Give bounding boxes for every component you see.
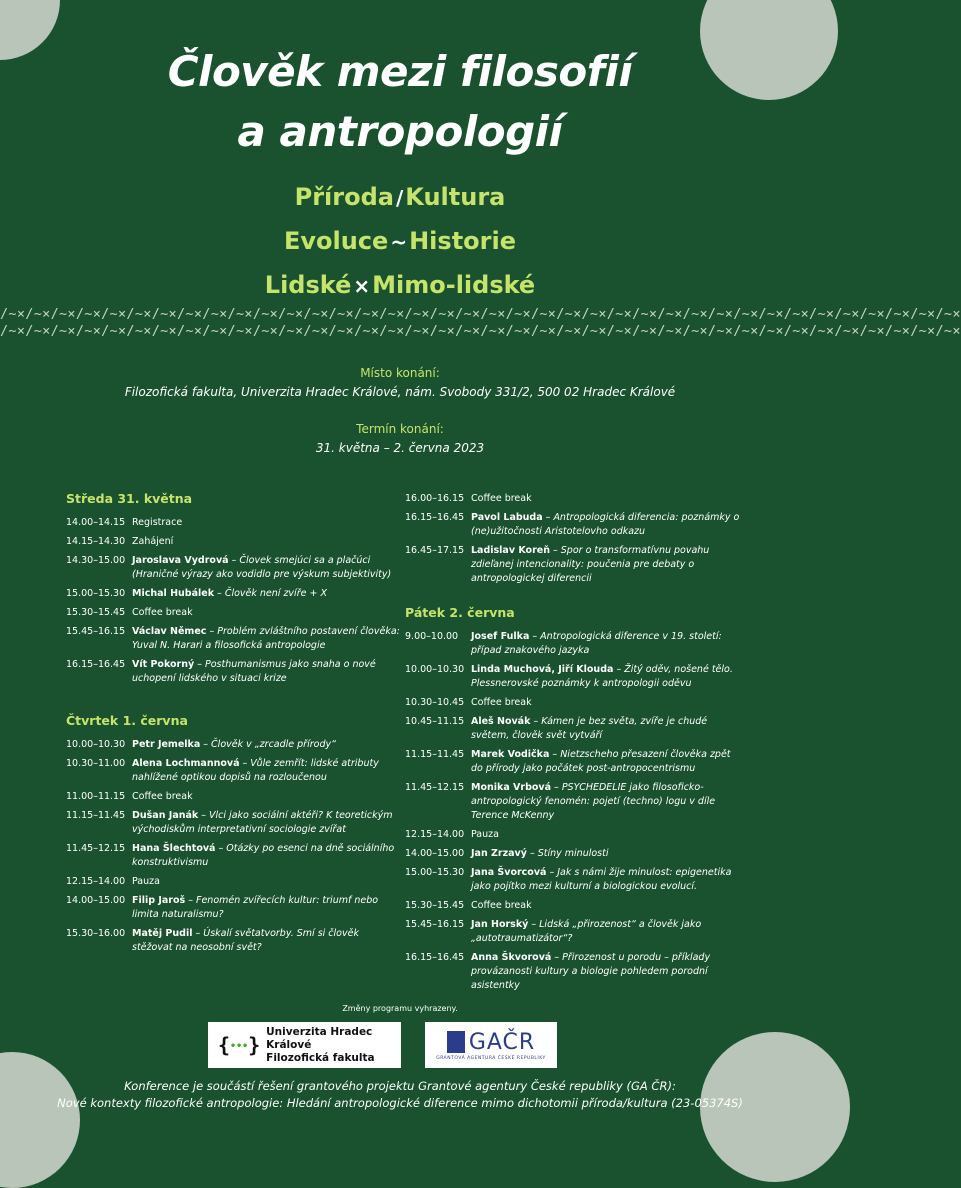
themes [0, 176, 800, 308]
session-label: Coffee break [471, 697, 532, 708]
item-description: Marek Vodička – Nietzscheho přesazení člověka zpět do přírody jako počátek post-antropocentrismu [471, 749, 731, 774]
session-label: Zahájení [132, 536, 174, 547]
item-time: 14.30–15.00 [66, 555, 126, 566]
session-label: Registrace [132, 517, 183, 528]
speaker-name: Ladislav Koreň [471, 545, 550, 556]
program-item [405, 492, 740, 506]
speaker-name: Jan Horský [471, 919, 529, 930]
speaker-name: Anna Škvorová [471, 952, 552, 963]
theme-line-1 [0, 176, 800, 220]
theme-left: Evoluce [283, 227, 389, 255]
talk-title: Žitý oděv, nošené tělo. Plessnerovské poznámky k antropologii oděvu [471, 664, 733, 689]
session-label: Coffee break [132, 607, 193, 618]
gacr-emblem-icon [447, 1031, 465, 1053]
item-time: 16.15–16.45 [66, 659, 126, 670]
talk-title: Lidská „přirozenost“ a člověk jako „autotraumatizátor“? [471, 919, 702, 944]
program-item [405, 748, 740, 776]
speaker-name: Jan Zrzavý [471, 848, 527, 859]
uhk-mark-icon: {•••} [218, 1033, 261, 1057]
talk-title: Problém zvláštního postavení člověka: Yuval N. Harari a filosofická antropologie [132, 626, 400, 651]
item-time: 15.30–15.45 [66, 607, 126, 618]
item-description [471, 696, 740, 710]
talk-title: Vlci jako sociální aktéři? K teoretickým východiskům interpretativní sociologie zvířat [132, 810, 393, 835]
item-description [132, 875, 401, 889]
theme-separator: ~ [390, 230, 408, 254]
title-line-1: Člověk mezi filosofií [167, 47, 633, 96]
program-item [405, 828, 740, 842]
item-time: 9.00–10.00 [405, 631, 459, 642]
item-time: 15.30–16.00 [66, 928, 126, 939]
program-item [66, 587, 401, 601]
program-item [405, 847, 740, 861]
theme-right: Mimo-lidské [372, 271, 536, 299]
item-description: Václav Němec – Problém zvláštního postavení člověka: Yuval N. Harari a filosofická antropologie [132, 626, 400, 651]
program-item [405, 696, 740, 710]
item-time: 15.45–16.15 [405, 919, 465, 930]
speaker-name: Václav Němec [132, 626, 207, 637]
program-item [66, 875, 401, 889]
speaker-name: Michal Hubálek [132, 588, 215, 599]
item-time: 15.00–15.30 [405, 867, 465, 878]
session-label: Coffee break [471, 900, 532, 911]
item-description: Matěj Pudil – Úskalí světatvorby. Smí si člověk stěžovat na neosobní svět? [132, 928, 359, 953]
item-time: 10.30–11.00 [66, 758, 126, 769]
uhk-line-2: Filozofická fakulta [266, 1051, 375, 1064]
item-time: 10.30–10.45 [405, 697, 465, 708]
speaker-name: Aleš Novák [471, 716, 531, 727]
theme-left: Lidské [264, 271, 352, 299]
place-value: Filozofická fakulta, Univerzita Hradec Králové, nám. Svobody 331/2, 500 02 Hradec Králové [124, 385, 676, 399]
day-items [405, 492, 740, 586]
talk-title: Člověk není zvíře + X [224, 588, 327, 599]
item-description: Linda Muchová, Jiří Klouda – Žitý oděv, nošené tělo. Plessnerovské poznámky k antropologii oděvu [471, 664, 733, 689]
theme-right: Kultura [405, 183, 506, 211]
item-time: 14.00–15.00 [405, 848, 465, 859]
program-item [405, 544, 740, 586]
talk-title: Přirozenost u porodu – příklady provázanosti kultury a biologie pohledem porodní asistentky [471, 952, 711, 991]
item-description [132, 516, 401, 530]
session-label: Coffee break [132, 791, 193, 802]
item-description: Jaroslava Vydrová – Človek smejúci sa a plačúci (Hraničné výrazy ako vodidlo pre výskum subjektivity) [132, 555, 392, 580]
date-label: Termín konání: [356, 422, 444, 436]
talk-title: Vůle zemřít: lidské atributy nahlížené optikou dopisů na rozloučenou [132, 758, 379, 783]
day-title: Čtvrtek 1. června [66, 713, 188, 728]
day-items [66, 738, 401, 955]
program-item [66, 790, 401, 804]
item-description: Anna Škvorová – Přirozenost u porodu – příklady provázanosti kultury a biologie pohledem porodní asistentky [471, 952, 711, 991]
program-item [66, 842, 401, 870]
theme-right: Historie [409, 227, 516, 255]
item-time: 15.45–16.15 [66, 626, 126, 637]
footer-line-1: Konference je součástí řešení grantového projektu Grantové agentury České republiky (GA ČR): [124, 1079, 676, 1093]
program-column-left [66, 492, 401, 960]
program-item [66, 516, 401, 530]
pattern-row: /~×/~×/~×/~×/~×/~×/~×/~×/~×/~×/~×/~×/~×/~×/~×/~×/~×/~×/~×/~×/~×/~×/~×/~×/~×/~×/~×/~×/~×/~×/~×/~×/~×/~×/~×/~×/~×/~× [0, 306, 961, 322]
program-item [66, 809, 401, 837]
item-description: Pavol Labuda – Antropologická diferencia: poznámky o (ne)užitočnosti Aristotelovho odkazu [471, 512, 740, 537]
venue-info [0, 364, 800, 458]
item-description [471, 492, 740, 506]
speaker-name: Matěj Pudil [132, 928, 193, 939]
program-item [66, 535, 401, 549]
speaker-name: Jana Švorcová [471, 867, 547, 878]
program-item [405, 899, 740, 913]
footer-line-2: Nové kontexty filozofické antropologie: Hledání antropologické diference mimo dichotomii příroda/kultura (23-05374S) [57, 1096, 743, 1110]
item-time: 15.30–15.45 [405, 900, 465, 911]
item-description: Ladislav Koreň – Spor o transformatívnu povahu zdieľanej intencionality: poučenia pre debaty o antropologickej diferencii [471, 545, 710, 584]
talk-title: Úskalí světatvorby. Smí si člověk stěžovat na neosobní svět? [132, 928, 359, 953]
poster-title [0, 42, 800, 162]
speaker-name: Dušan Janák [132, 810, 199, 821]
item-description: Filip Jaroš – Fenomén zvířecích kultur: triumf nebo limita naturalismu? [132, 895, 379, 920]
speaker-name: Petr Jemelka [132, 739, 201, 750]
speaker-name: Alena Lochmannová [132, 758, 240, 769]
item-description: Monika Vrbová – PSYCHEDELIE jako filosoficko-antropologický fenomén: pojetí (techno) logu v díle Terence McKenny [471, 782, 716, 821]
speaker-name: Filip Jaroš [132, 895, 186, 906]
item-description: Aleš Novák – Kámen je bez světa, zvíře je chudé světem, člověk svět vytváří [471, 716, 708, 741]
talk-title: Antropologická diferencia: poznámky o (ne)užitočnosti Aristotelovho odkazu [471, 512, 740, 537]
item-time: 10.00–10.30 [405, 664, 465, 675]
talk-title: Otázky po esenci na dně sociálního konstruktivismu [132, 843, 395, 868]
item-description: Vít Pokorný – Posthumanismus jako snaha o nové uchopení lidského v situaci krize [132, 659, 376, 684]
theme-separator: / [395, 186, 404, 210]
session-label: Coffee break [471, 493, 532, 504]
talk-title: Posthumanismus jako snaha o nové uchopení lidského v situaci krize [132, 659, 376, 684]
item-time: 11.15–11.45 [66, 810, 126, 821]
program-item [66, 927, 401, 955]
talk-title: Člověk v „zrcadle přírody“ [211, 739, 337, 750]
theme-separator: × [353, 274, 371, 298]
item-description: Dušan Janák – Vlci jako sociální aktéři? K teoretickým východiskům interpretativní sociologie zvířat [132, 810, 393, 835]
program-item [405, 951, 740, 993]
date-value: 31. května – 2. června 2023 [315, 441, 485, 455]
program-item [405, 781, 740, 823]
speaker-name: Hana Šlechtová [132, 843, 216, 854]
day-title: Pátek 2. června [405, 605, 515, 620]
speaker-name: Josef Fulka [471, 631, 530, 642]
talk-title: Spor o transformatívnu povahu zdieľanej intencionality: poučenia pre debaty o antropologickej diferencii [471, 545, 710, 584]
program-item [405, 663, 740, 691]
item-time: 11.45–12.15 [66, 843, 126, 854]
item-time: 12.15–14.00 [66, 876, 126, 887]
item-description: Jana Švorcová – Jak s námi žije minulost: epigenetika jako pojítko mezi kulturní a biologickou evolucí. [471, 867, 732, 892]
talk-title: Antropologická diference v 19. století: případ znakového jazyka [471, 631, 722, 656]
talk-title: Kámen je bez světa, zvíře je chudé světem, člověk svět vytváří [471, 716, 708, 741]
decorative-pattern [0, 306, 961, 342]
item-description: Hana Šlechtová – Otázky po esenci na dně sociálního konstruktivismu [132, 843, 395, 868]
session-label: Pauza [132, 876, 160, 887]
item-time: 16.45–17.15 [405, 545, 465, 556]
item-description: Petr Jemelka – Člověk v „zrcadle přírody“ [132, 739, 337, 750]
item-time: 11.15–11.45 [405, 749, 465, 760]
pattern-row: /~×/~×/~×/~×/~×/~×/~×/~×/~×/~×/~×/~×/~×/~×/~×/~×/~×/~×/~×/~×/~×/~×/~×/~×/~×/~×/~×/~×/~×/~×/~×/~×/~×/~×/~×/~×/~×/~× [0, 323, 961, 339]
speaker-name: Vít Pokorný [132, 659, 195, 670]
day-items [66, 516, 401, 686]
program-item [66, 625, 401, 653]
talk-title: Jak s námi žije minulost: epigenetika jako pojítko mezi kulturní a biologickou evolucí. [471, 867, 732, 892]
item-description [132, 790, 401, 804]
program-notice: Změny programu vyhrazeny. [342, 1004, 458, 1013]
item-description: Josef Fulka – Antropologická diference v 19. století: případ znakového jazyka [471, 631, 722, 656]
item-description: Alena Lochmannová – Vůle zemřít: lidské atributy nahlížené optikou dopisů na rozloučenou [132, 758, 379, 783]
program-item [66, 606, 401, 620]
speaker-name: Jaroslava Vydrová [132, 555, 229, 566]
item-time: 10.45–11.15 [405, 716, 465, 727]
gacr-subtitle: GRANTOVÁ AGENTURA ČESKÉ REPUBLIKY [436, 1055, 546, 1061]
item-time: 16.00–16.15 [405, 493, 465, 504]
decor-circle-bottom-left [0, 1052, 80, 1188]
talk-title: Fenomén zvířecích kultur: triumf nebo limita naturalismu? [132, 895, 379, 920]
item-time: 16.15–16.45 [405, 512, 465, 523]
item-time: 15.00–15.30 [66, 588, 126, 599]
item-description: Michal Hubálek – Člověk není zvíře + X [132, 588, 327, 599]
gacr-name: GAČR [468, 1029, 536, 1055]
program-item [66, 894, 401, 922]
speaker-name: Pavol Labuda [471, 512, 543, 523]
item-time: 12.15–14.00 [405, 829, 465, 840]
day-title: Středa 31. května [66, 491, 193, 506]
program-item [405, 511, 740, 539]
program-item [66, 658, 401, 686]
item-description [471, 899, 740, 913]
program-item [66, 738, 401, 752]
uhk-logo [208, 1022, 401, 1068]
program-item [405, 866, 740, 894]
item-time: 14.00–14.15 [66, 517, 126, 528]
program-item [405, 918, 740, 946]
program-item [66, 757, 401, 785]
theme-line-3 [0, 264, 800, 308]
title-line-2: a antropologií [237, 107, 563, 156]
gacr-row [447, 1030, 535, 1055]
item-description: Jan Zrzavý – Stíny minulosti [471, 848, 609, 859]
item-description [132, 606, 401, 620]
speaker-name: Monika Vrbová [471, 782, 552, 793]
talk-title: Človek smejúci sa a plačúci (Hraničné výrazy ako vodidlo pre výskum subjektivity) [132, 555, 392, 580]
speaker-name: Linda Muchová, Jiří Klouda [471, 664, 614, 675]
item-description [132, 535, 401, 549]
theme-line-2 [0, 220, 800, 264]
talk-title: Nietzscheho přesazení člověka zpět do přírody jako počátek post-antropocentrismu [471, 749, 731, 774]
item-time: 11.00–11.15 [66, 791, 126, 802]
session-label: Pauza [471, 829, 499, 840]
item-time: 14.00–15.00 [66, 895, 126, 906]
program-item [405, 630, 740, 658]
item-time: 10.00–10.30 [66, 739, 126, 750]
item-description [471, 828, 740, 842]
program-item [66, 554, 401, 582]
day-items [405, 630, 740, 993]
theme-left: Příroda [294, 183, 394, 211]
uhk-line-1: Univerzita Hradec Králové [266, 1025, 373, 1051]
grant-footer [0, 1078, 800, 1112]
place-label: Místo konání: [360, 366, 440, 380]
item-time: 16.15–16.45 [405, 952, 465, 963]
item-time: 14.15–14.30 [66, 536, 126, 547]
gacr-logo [425, 1022, 557, 1068]
item-description: Jan Horský – Lidská „přirozenost“ a člověk jako „autotraumatizátor“? [471, 919, 702, 944]
talk-title: Stíny minulosti [537, 848, 609, 859]
program-column-right [405, 492, 740, 998]
item-time: 11.45–12.15 [405, 782, 465, 793]
talk-title: PSYCHEDELIE jako filosoficko-antropologický fenomén: pojetí (techno) logu v díle Terence McKenny [471, 782, 716, 821]
program-item [405, 715, 740, 743]
uhk-text [266, 1026, 401, 1065]
speaker-name: Marek Vodička [471, 749, 550, 760]
